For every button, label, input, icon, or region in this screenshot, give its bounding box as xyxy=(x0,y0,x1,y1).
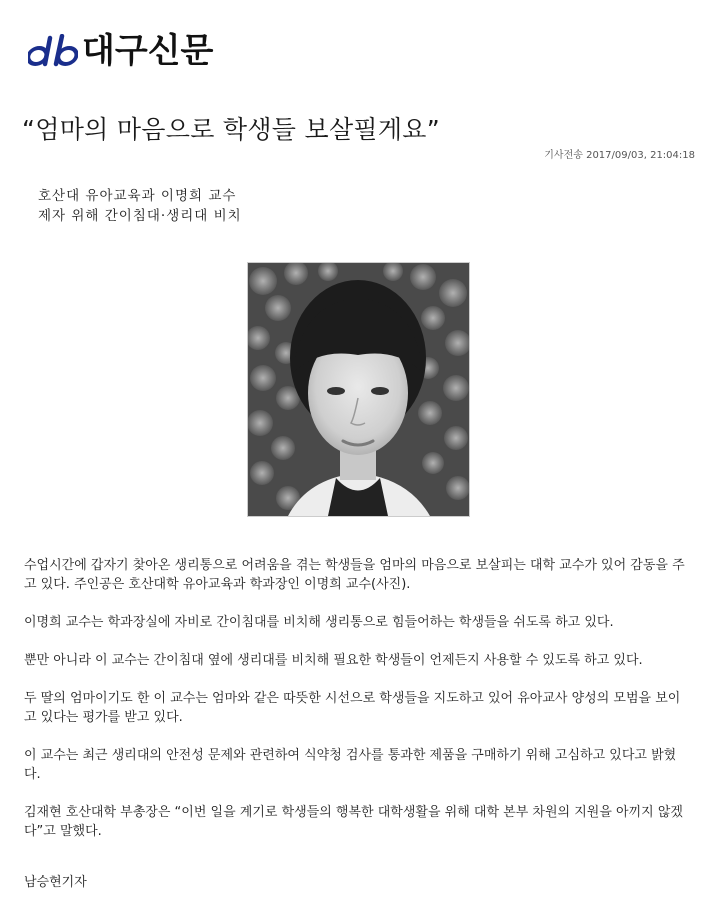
article-byline: 남승현기자 xyxy=(24,875,87,890)
article-paragraph: 수업시간에 갑자기 찾아온 생리통으로 어려움을 겪는 학생들을 엄마의 마음으로 보살피는 대학 교수가 있어 감동을 주고 있다. 주인공은 호산대학 유아교육과 학과장인 이명희 교수(사진). xyxy=(24,558,685,592)
article-headline: “엄마의 마음으로 학생들 보살필게요” xyxy=(22,115,440,144)
article-subheadlines xyxy=(38,186,242,226)
article-body xyxy=(24,556,692,860)
portrait-photo-of-professor xyxy=(248,263,469,516)
article-paragraph: 이 교수는 최근 생리대의 안전성 문제와 관련하여 식약청 검사를 통과한 제품을 구매하기 위해 고심하고 있다고 밝혔다. xyxy=(24,748,677,782)
subheadline: 호산대 유아교육과 이명희 교수 xyxy=(38,188,237,204)
newspaper-name: 대구신문 xyxy=(82,31,214,71)
article-paragraph: 김재현 호산대학 부총장은 “이번 일을 계기로 학생들의 행복한 대학생활을 위해 대학 본부 차원의 지원을 아끼지 않겠다”고 말했다. xyxy=(24,805,683,839)
masthead xyxy=(28,31,214,71)
subheadline: 제자 위해 간이침대·생리대 비치 xyxy=(38,208,242,224)
article-paragraph: 이명희 교수는 학과장실에 자비로 간이침대를 비치해 생리통으로 힘들어하는 학생들을 쉬도록 하고 있다. xyxy=(24,615,614,630)
portrait-photo xyxy=(247,262,470,517)
article-timestamp: 기사전송 2017/09/03, 21:04:18 xyxy=(544,150,695,161)
article-paragraph: 두 딸의 엄마이기도 한 이 교수는 엄마와 같은 따뜻한 시선으로 학생들을 지도하고 있어 유아교사 양성의 모범을 보이고 있다는 평가를 받고 있다. xyxy=(24,691,681,725)
article-paragraph: 뿐만 아니라 이 교수는 간이침대 옆에 생리대를 비치해 필요한 학생들이 언제든지 사용할 수 있도록 하고 있다. xyxy=(24,653,643,668)
daegu-shinmun-logo-icon xyxy=(28,34,78,68)
